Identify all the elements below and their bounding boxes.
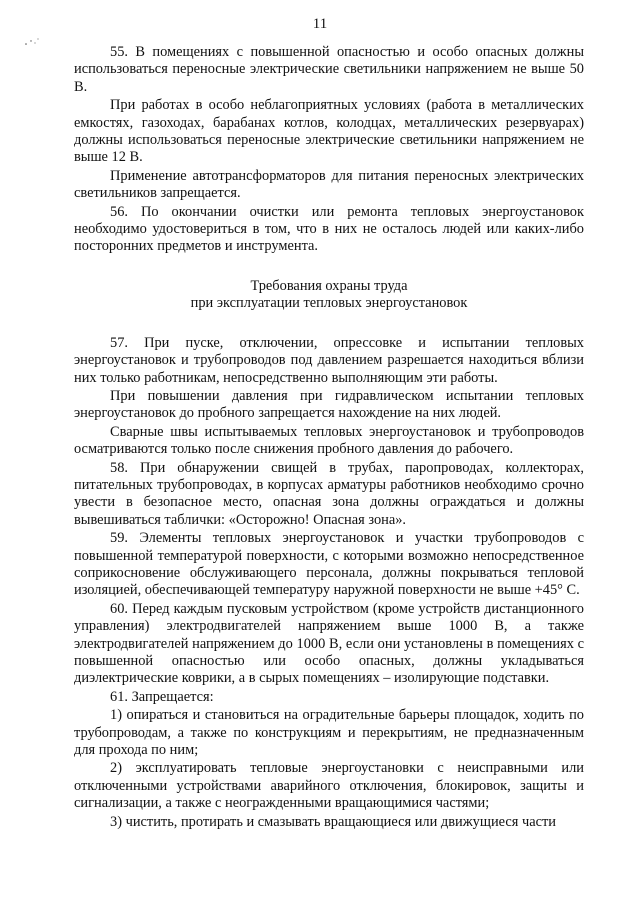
section-heading-line-2: при эксплуатации тепловых энергоустановок	[190, 295, 468, 312]
paragraph-57-pressure-test: При повышении давления при гидравлическом испытании тепловых энергоустановок до пробного запрещается нахождение на них людей.	[74, 387, 584, 422]
section-heading	[74, 278, 584, 313]
paragraph-56: 56. По окончании очистки или ремонта тепловых энергоустановок необходимо удостовериться в том, что в них не осталось людей или каких-либо посторонних предметов и инструмента.	[74, 203, 584, 255]
paragraph-57: 57. При пуске, отключении, опрессовке и испытании тепловых энергоустановок и трубопроводов под давлением разрешается находиться вблизи них только работникам, непосредственно выполняющим эти работы.	[74, 334, 584, 386]
paragraph-61: 61. Запрещается:	[110, 688, 214, 705]
paragraph-55: 55. В помещениях с повышенной опасностью и особо опасных должны использоваться переносные электрические светильники напряжением не выше 50 В.	[74, 44, 584, 95]
section-heading-line-1: Требования охраны труда	[250, 277, 408, 294]
paragraph-57-welds: Сварные швы испытываемых тепловых энергоустановок и трубопроводов осматриваются только после снижения пробного давления до рабочего.	[74, 423, 584, 458]
page-number: 11	[312, 16, 328, 32]
document-body	[74, 44, 584, 831]
paragraph-58: 58. При обнаружении свищей в трубах, паропроводах, коллекторах, питательных трубопроводах, в корпусах арматуры работников необходимо срочно увести в безопасное место, опасная зона должны ограждаться и должны вывешиваться таблички: «Осторожно! Опасная зона».	[74, 459, 584, 528]
list-item-2: 2) эксплуатировать тепловые энергоустановки с неисправными или отключенными устройствами аварийного отключения, блокировок, защиты и сигнализации, а также с неогражденными вращающимися частями;	[74, 760, 584, 812]
paragraph-59: 59. Элементы тепловых энергоустановок и участки трубопроводов с повышенной температурой поверхности, с которыми возможно непосредственное соприкосновение обслуживающего персонала, должны покрываться тепловой изоляцией, обеспечивающей температуру наружной поверхности не выше +45° С.	[74, 530, 584, 599]
paragraph-55-autotransformer: Применение автотрансформаторов для питания переносных электрических светильников запрещается.	[74, 167, 584, 202]
paragraph-60: 60. Перед каждым пусковым устройством (кроме устройств дистанционного управления) электродвигателей напряжением выше 1000 В, а также электродвигателей напряжением до 1000 В, если они установлены в помещениях с повышенной опасностью или особо опасных, должны укладываться диэлектрические коврики, а в сырых помещениях – изолирующие подставки.	[74, 600, 584, 687]
list-item-3: 3) чистить, протирать и смазывать вращающиеся или движущиеся части	[110, 813, 557, 830]
paragraph-55-low-voltage: При работах в особо неблагоприятных условиях (работа в металлических емкостях, газоходах, барабанах котлов, колодцах, металлических резервуарах) должны использоваться переносные электрические светильники напряжением не выше 12 В.	[74, 97, 584, 166]
scan-artifact	[22, 30, 42, 50]
list-item-1: 1) опираться и становиться на оградительные барьеры площадок, ходить по трубопроводам, а также по конструкциям и перекрытиям, не предназначенным для прохода по ним;	[74, 707, 584, 759]
